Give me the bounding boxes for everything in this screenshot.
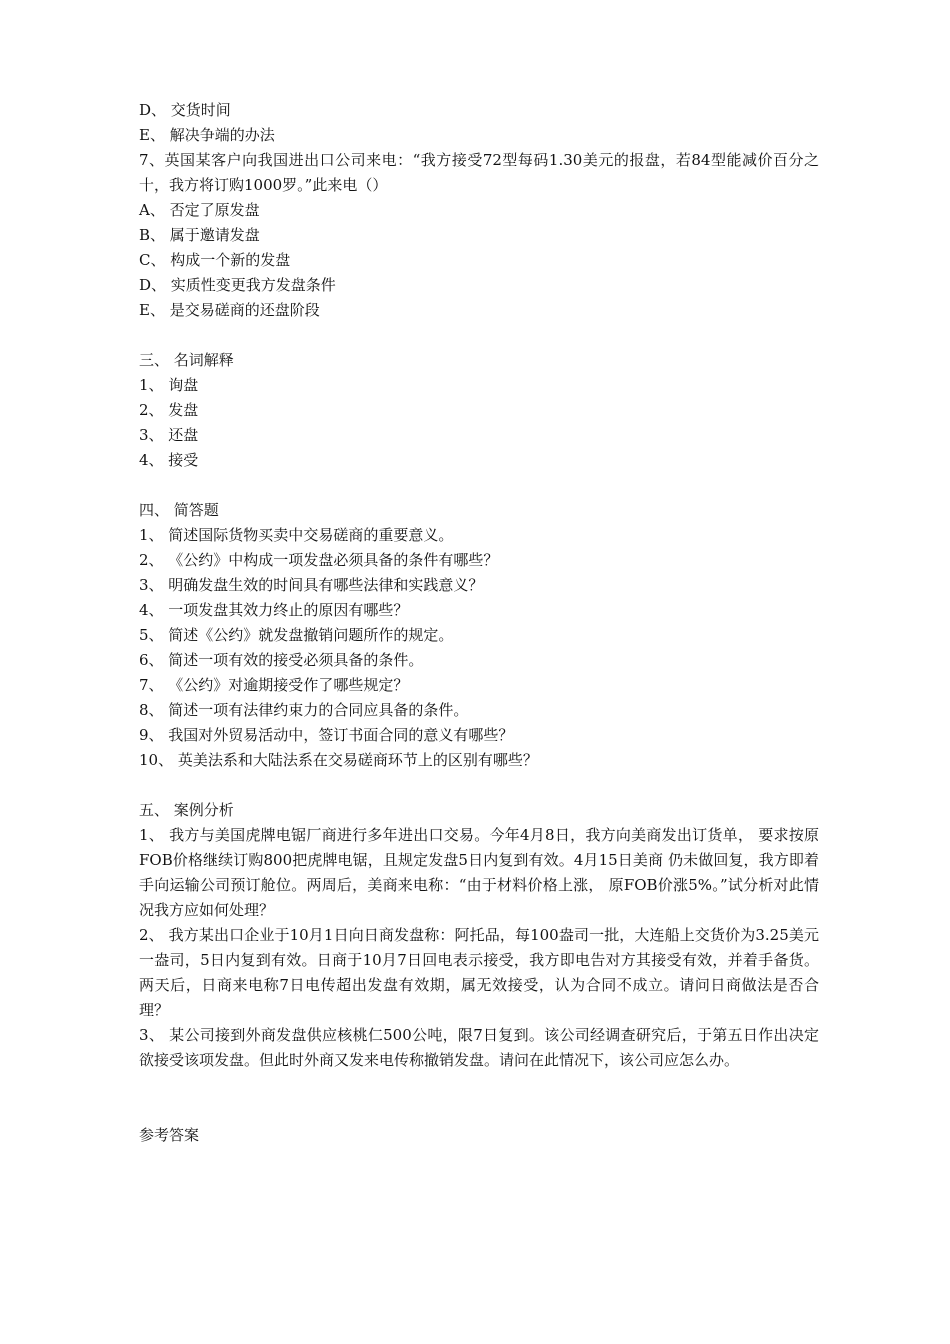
case-paragraph: 1、 我方与美国虎牌电锯厂商进行多年进出口交易。今年4月8日，我方向美商发出订货单， 要求按原FOB价格继续订购800把虎牌电锯，且规定发盘5日内复到有效。4月15日美商 仍未做回复，我方即着手向运输公司预订舱位。两周后，美商来电称：“由于材料价格上涨， 原FOB价涨5%。”试分析对此情况我方应如何处理？ <box>139 826 819 919</box>
question-7: 7、英国某客户向我国进出口公司来电：“我方接受72型每码1.30美元的报盘，若84型能减价百分之十，我方将订购1000罗。”此来电（） <box>139 151 819 194</box>
list-item: 7、 《公约》对逾期接受作了哪些规定？ <box>139 676 409 694</box>
list-item: 3、 还盘 <box>139 426 199 444</box>
option-line: D、 交货时间 <box>139 101 231 119</box>
list-item: 3、 明确发盘生效的时间具有哪些法律和实践意义？ <box>139 576 484 594</box>
section-heading: 三、 名词解释 <box>139 351 234 369</box>
option-line: A、 否定了原发盘 <box>139 201 260 219</box>
list-item: 10、 英美法系和大陆法系在交易磋商环节上的区别有哪些？ <box>139 751 538 769</box>
option-line: D、 实质性变更我方发盘条件 <box>139 276 336 294</box>
option-line: E、 解决争端的办法 <box>139 126 275 144</box>
list-item: 9、 我国对外贸易活动中，签订书面合同的意义有哪些？ <box>139 726 514 744</box>
list-item: 1、 简述国际货物买卖中交易磋商的重要意义。 <box>139 526 454 544</box>
case-paragraph: 2、 我方某出口企业于10月1日向日商发盘称：阿托品，每100盎司一批，大连船上交货价为3.25美元一盎司，5日内复到有效。日商于10月7日回电表示接受，我方即电告对方其接受有效，并着手备货。两天后，日商来电称7日电传超出发盘有效期，属无效接受，认为合同不成立。请问日商做法是否合理？ <box>139 926 819 1019</box>
list-item: 6、 简述一项有效的接受必须具备的条件。 <box>139 651 424 669</box>
option-line: E、 是交易磋商的还盘阶段 <box>139 301 320 319</box>
option-line: B、 属于邀请发盘 <box>139 226 260 244</box>
list-item: 4、 接受 <box>139 451 199 469</box>
case-paragraph: 3、 某公司接到外商发盘供应核桃仁500公吨，限7日复到。该公司经调查研究后，于第五日作出决定欲接受该项发盘。但此时外商又发来电传称撤销发盘。请问在此情况下，该公司应怎么办。 <box>139 1026 819 1069</box>
list-item: 8、 简述一项有法律约束力的合同应具备的条件。 <box>139 701 469 719</box>
section-heading: 五、 案例分析 <box>139 801 234 819</box>
option-line: C、 构成一个新的发盘 <box>139 251 291 269</box>
list-item: 1、 询盘 <box>139 376 199 394</box>
list-item: 4、 一项发盘其效力终止的原因有哪些？ <box>139 601 409 619</box>
document-page <box>139 98 819 1148</box>
list-item: 5、 简述《公约》就发盘撤销问题所作的规定。 <box>139 626 454 644</box>
reference-answers-heading: 参考答案 <box>139 1126 200 1144</box>
list-item: 2、 发盘 <box>139 401 199 419</box>
section-heading: 四、 简答题 <box>139 501 219 519</box>
list-item: 2、 《公约》中构成一项发盘必须具备的条件有哪些？ <box>139 551 499 569</box>
